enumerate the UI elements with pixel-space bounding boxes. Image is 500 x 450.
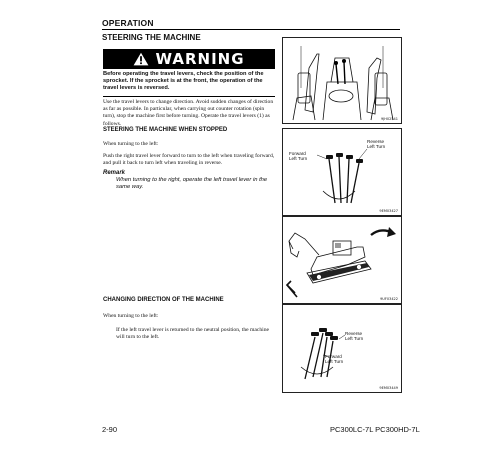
warning-divider <box>103 96 275 97</box>
excavator-illustration <box>283 217 401 303</box>
section-label: OPERATION <box>102 18 154 28</box>
figure-levers-stopped <box>282 128 402 216</box>
figure-excavator-turn <box>282 216 402 304</box>
remark-text: When turning to the right, operate the left travel lever in the same way. <box>116 177 268 191</box>
stopped-when-text: When turning to the left: <box>103 141 159 147</box>
forward-left-turn-label: Forward Left Turn <box>325 354 344 365</box>
changing-instruction: If the left travel lever is returned to the neutral position, the machine will turn to the left. <box>116 327 269 341</box>
warning-text: Before operating the travel levers, check the position of the sprocket. If the sprocket is at the front, the operation of the travel levers is reversed. <box>103 71 264 92</box>
figure-code: 9UF03422 <box>380 297 398 301</box>
page-title: STEERING THE MACHINE <box>102 33 201 42</box>
subsection-title-changing: CHANGING DIRECTION OF THE MACHINE <box>103 297 224 303</box>
warning-word: WARNING <box>155 50 245 68</box>
figure-levers-changing <box>282 304 402 393</box>
changing-when-text: When turning to the left: <box>103 313 159 319</box>
levers-changing-illustration <box>283 305 401 392</box>
stopped-instruction: Push the right travel lever forward to turn to the left when traveling forward, and pull it back to turn left when traveling in reverse. <box>103 153 275 167</box>
cab-illustration <box>283 38 401 123</box>
forward-left-turn-label: Forward Left Turn <box>289 151 308 162</box>
reverse-left-turn-label: Reverse Left Turn <box>345 331 364 342</box>
reverse-left-turn-label: Reverse Left Turn <box>367 139 386 150</box>
figure-operator-cab <box>282 37 402 124</box>
intro-paragraph: Use the travel levers to change direction. Avoid sudden changes of direction as far as possible. In particular, when carrying out counter rotation (spin turn), stop the machine first before turning. Operate the travel levers (1) as follows. <box>103 99 274 127</box>
figure-code: 9EM03427 <box>379 209 398 213</box>
subsection-title-stopped: STEERING THE MACHINE WHEN STOPPED <box>103 127 228 133</box>
warning-triangle-icon <box>133 52 149 66</box>
figure-code: 9JH02541 <box>380 117 398 121</box>
figure-code: 9EM03449 <box>379 386 398 390</box>
section-divider <box>102 29 400 30</box>
model-name: PC300LC-7L PC300HD-7L <box>330 425 420 434</box>
page-number: 2-90 <box>102 425 118 434</box>
warning-banner <box>103 49 275 69</box>
remark-label: Remark <box>103 170 126 176</box>
